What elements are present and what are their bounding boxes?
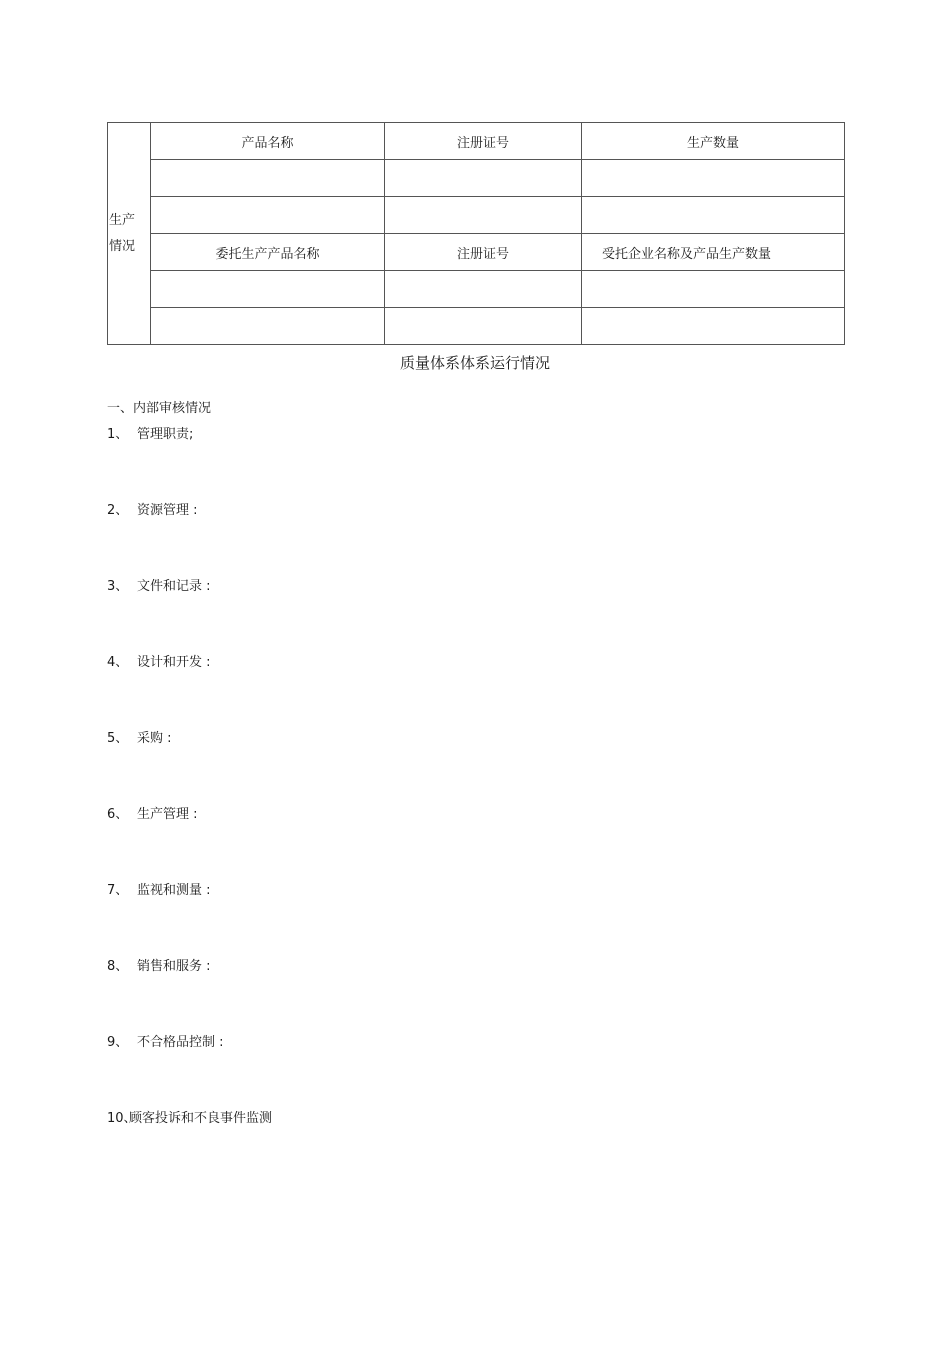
table-cell — [385, 308, 582, 345]
side-label-line2: 情况 — [109, 238, 136, 254]
table-cell — [582, 160, 845, 197]
table-cell — [151, 197, 385, 234]
header-product-name: 产品名称 — [151, 123, 385, 160]
item-text: 销售和服务 : — [137, 959, 211, 974]
table-cell — [582, 308, 845, 345]
item-number: 6、 — [107, 807, 129, 822]
item-text: 管理职责; — [137, 427, 194, 442]
table-cell — [385, 160, 582, 197]
table-row — [108, 308, 845, 345]
item-text: 资源管理 : — [137, 503, 198, 518]
item-number: 10、 — [107, 1111, 137, 1126]
table-cell — [385, 197, 582, 234]
list-item — [107, 651, 211, 670]
table-cell — [151, 160, 385, 197]
section-heading: 一、内部审核情况 — [107, 401, 212, 416]
item-number: 5、 — [107, 731, 129, 746]
production-table — [107, 122, 845, 345]
header-registration-no-2: 注册证号 — [385, 234, 582, 271]
item-text: 顾客投诉和不良事件监测 — [129, 1111, 273, 1126]
list-item — [107, 727, 172, 746]
table-cell — [151, 308, 385, 345]
list-item — [107, 1107, 272, 1126]
header-entrusted-company-quantity: 受托企业名称及产品生产数量 — [582, 234, 845, 271]
list-item — [107, 423, 193, 442]
side-label-line1: 生产 — [109, 212, 136, 228]
item-number: 9、 — [107, 1035, 129, 1050]
item-text: 生产管理 : — [137, 807, 198, 822]
header-entrusted-product-name: 委托生产产品名称 — [151, 234, 385, 271]
item-text: 监视和测量 : — [137, 883, 211, 898]
list-item — [107, 499, 198, 518]
table-row — [108, 160, 845, 197]
table-row — [108, 271, 845, 308]
list-item — [107, 879, 211, 898]
list-item — [107, 803, 198, 822]
table-cell — [582, 197, 845, 234]
production-status-label — [108, 123, 151, 345]
list-item — [107, 575, 211, 594]
header-production-quantity: 生产数量 — [582, 123, 845, 160]
item-number: 3、 — [107, 579, 129, 594]
table-cell — [151, 271, 385, 308]
item-text: 采购 : — [137, 731, 172, 746]
table-cell — [385, 271, 582, 308]
item-text: 设计和开发 : — [137, 655, 211, 670]
list-item — [107, 955, 211, 974]
header-registration-no: 注册证号 — [385, 123, 582, 160]
table-cell — [582, 271, 845, 308]
item-number: 8、 — [107, 959, 129, 974]
table-row — [108, 197, 845, 234]
list-item — [107, 1031, 224, 1050]
item-number: 1、 — [107, 427, 129, 442]
item-text: 不合格品控制 : — [137, 1035, 224, 1050]
item-text: 文件和记录 : — [137, 579, 211, 594]
item-number: 7、 — [107, 883, 129, 898]
item-number: 2、 — [107, 503, 129, 518]
document-title: 质量体系体系运行情况 — [399, 354, 550, 372]
item-number: 4、 — [107, 655, 129, 670]
